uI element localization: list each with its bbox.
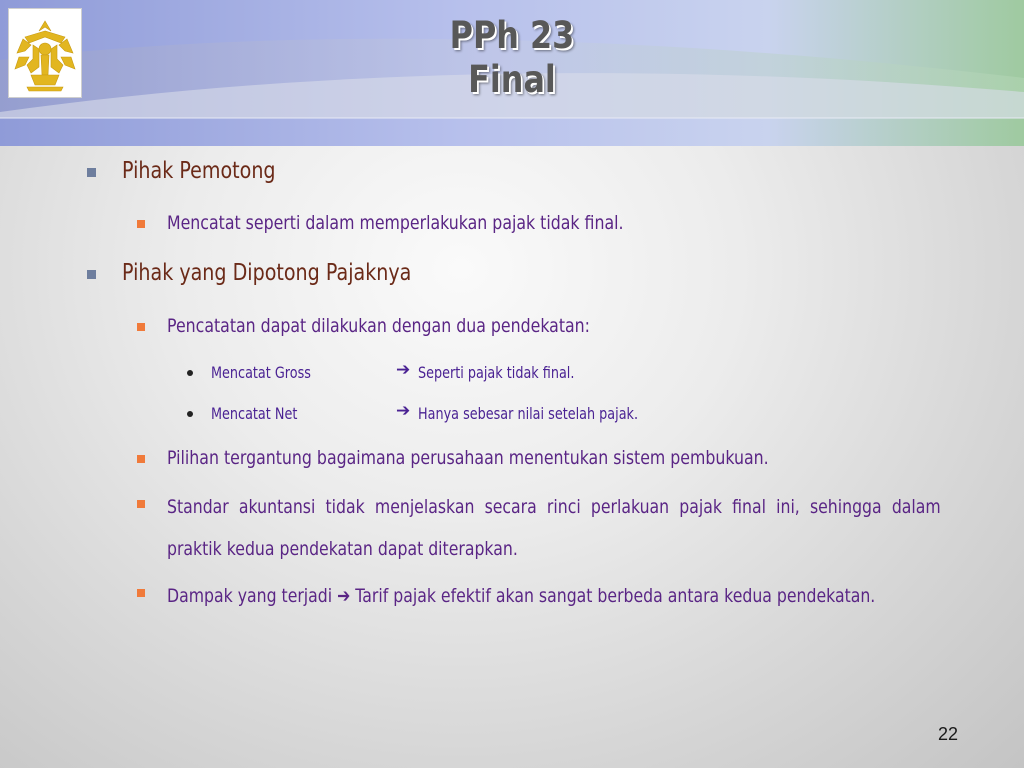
bullet-pihak-dipotong: Pihak yang Dipotong Pajaknya [122,260,412,286]
bullet-standar-box [167,486,941,570]
right-arrow-icon: ➔ [396,401,411,421]
title-line-1: PPh 23 [449,14,575,57]
level2-bullet [137,455,145,463]
right-arrow-icon: ➔ [396,360,411,380]
level3-bullet [187,411,193,417]
dampak-after: Tarif pajak efektif akan sangat berbeda antara kedua pendekatan. [355,585,876,607]
title-line-2: Final [468,58,556,101]
bullet-mencatat-seperti: Mencatat seperti dalam memperlakukan pajak tidak final. [167,212,624,234]
bullet-pilihan: Pilihan tergantung bagaimana perusahaan menentukan sistem pembukuan. [167,447,769,469]
bullet-dampak [167,575,941,617]
bullet-pencatatan: Pencatatan dapat dilakukan dengan dua pendekatan: [167,315,591,337]
net-label: Mencatat Net [211,404,298,423]
level2-bullet [137,500,145,508]
gross-description: Seperti pajak tidak final. [418,363,575,382]
dampak-before: Dampak yang terjadi [167,585,333,607]
right-arrow-icon: ➔ [337,585,351,607]
bullet-pihak-pemotong: Pihak Pemotong [122,158,276,184]
level1-bullet [87,270,96,279]
page-number: 22 [938,724,959,744]
level2-bullet [137,220,145,228]
level2-bullet [137,589,145,597]
bullet-standar: Standar akuntansi tidak menjelaskan secara rinci perlakuan pajak final ini, sehingga dalam praktik kedua pendekatan dapat diterapkan. [167,496,941,560]
net-description: Hanya sebesar nilai setelah pajak. [418,404,639,423]
level2-bullet [137,323,145,331]
level3-bullet [187,370,193,376]
bullet-dampak-box [167,575,941,617]
level1-bullet [87,168,96,177]
gross-label: Mencatat Gross [211,363,311,382]
